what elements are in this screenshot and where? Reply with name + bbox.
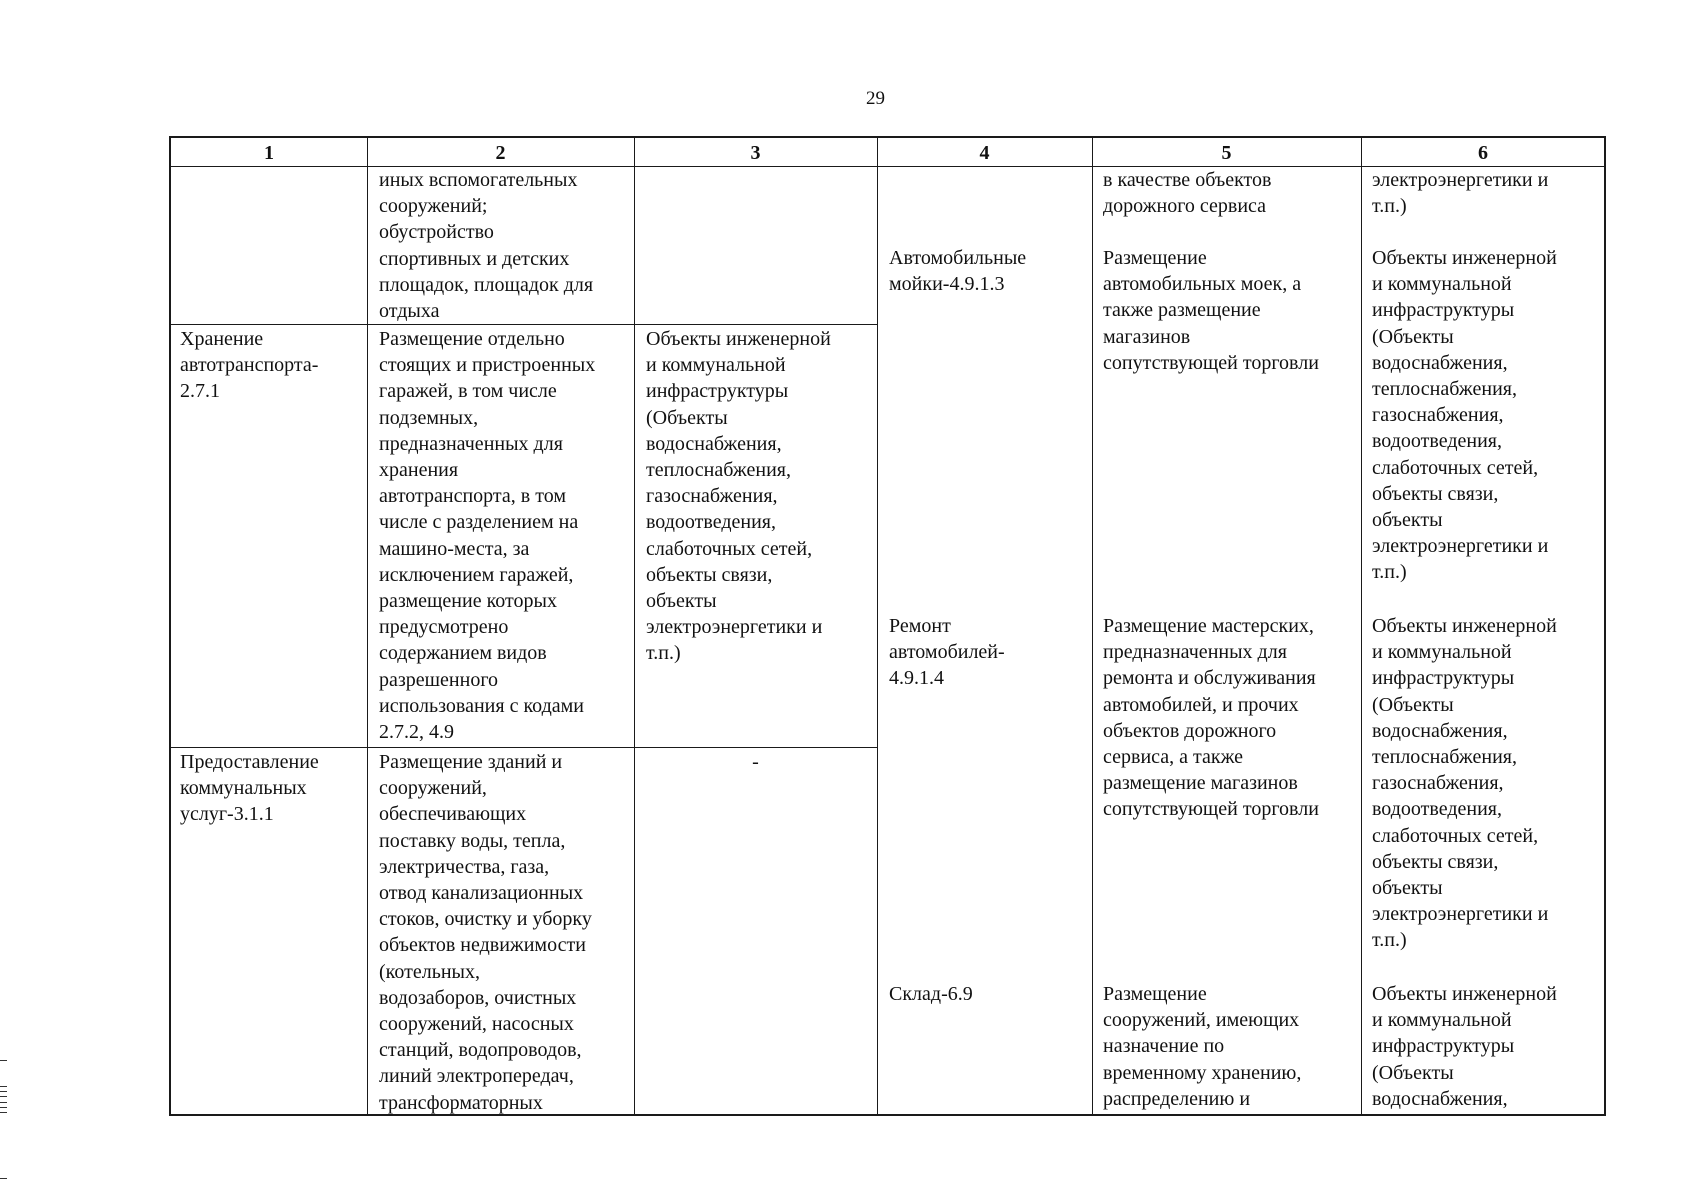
header-col-2: 2 [495,142,506,164]
scan-mark [0,1091,7,1092]
header-col-4: 4 [979,142,990,164]
aux-infra-warehouse: Объекты инженерной и коммунальной инфраструктуры (Объекты водоснабжения, [1372,983,1557,1110]
col-divider-1 [367,138,368,1114]
aux-use-car-wash: Автомобильные мойки-4.9.1.3 [889,247,1027,296]
scan-mark [0,1178,7,1179]
header-col-6: 6 [1478,142,1488,164]
aux-desc-car-repair: Размещение мастерских, предназначенных для ремонта и обслуживания автомобилей, и прочих объектов дорожного сервиса, а также размещение магазинов сопутствующей торговли [1103,615,1319,821]
description-utilities: Размещение зданий и сооружений, обеспечивающих поставку воды, тепла, электричества, газа, отвод канализационных стоков, очистку и уборку объектов недвижимости (котельных, водозаборов, очистных сооружений, насосных станций, водопроводов, линий электропередач, трансформаторных [379,751,592,1114]
scan-mark [0,1112,7,1113]
header-col-1: 1 [264,142,274,164]
aux-desc-car-wash: Размещение автомобильных моек, а также размещение магазинов сопутствующей торговли [1103,247,1319,374]
header-col-3: 3 [750,142,761,164]
header-col-5: 5 [1221,142,1232,164]
row-rule-utilities [171,747,877,748]
scan-mark [0,1102,7,1103]
scan-mark [0,1107,7,1108]
aux-use-car-repair: Ремонт автомобилей- 4.9.1.4 [889,615,1005,690]
col-divider-5 [1361,138,1362,1114]
aux-desc-continued: в качестве объектов дорожного сервиса [1103,169,1272,218]
infrastructure-storage: Объекты инженерной и коммунальной инфраструктуры (Объекты водоснабжения, теплоснабжения, газоснабжения, водоотведения, слаботочных сетей, объекты связи, объекты электроэнергетики и т.п.) [646,328,831,665]
aux-infra-continued: электроэнергетики и т.п.) [1372,169,1549,218]
aux-infra-car-repair: Объекты инженерной и коммунальной инфраструктуры (Объекты водоснабжения, теплоснабжения, газоснабжения, водоотведения, слаботочных сетей, объекты связи, объекты электроэнергетики и т.п.) [1372,615,1557,952]
infrastructure-utilities-dash: - [752,751,759,773]
aux-infra-car-wash: Объекты инженерной и коммунальной инфраструктуры (Объекты водоснабжения, теплоснабжения, газоснабжения, водоотведения, слаботочных сетей, объекты связи, объекты электроэнергетики и т.п.) [1372,247,1557,584]
aux-use-warehouse: Склад-6.9 [889,983,973,1005]
col-divider-3 [877,138,878,1114]
scan-mark [0,1096,7,1097]
col-divider-4 [1092,138,1093,1114]
col-divider-2 [634,138,635,1114]
scan-mark [0,1060,7,1061]
use-type-utilities: Предоставление коммунальных услуг-3.1.1 [180,751,319,826]
page-number: 29 [866,88,885,109]
land-use-table [169,136,1606,1116]
scan-mark [0,1086,7,1087]
aux-desc-warehouse: Размещение сооружений, имеющих назначение по временному хранению, распределению и [1103,983,1302,1110]
description-storage: Размещение отдельно стоящих и пристроенных гаражей, в том числе подземных, предназначенных для хранения автотранспорта, в том числе с разделением на машино-места, за исключением гаражей, размещение которых предусмотрено содержанием видов разрешенного использования с кодами 2.7.2, 4.9 [379,328,596,744]
description-continued: иных вспомогательных сооружений; обустройство спортивных и детских площадок, площадок для отдыха [379,169,594,323]
use-type-storage: Хранение автотранспорта- 2.7.1 [180,328,319,403]
